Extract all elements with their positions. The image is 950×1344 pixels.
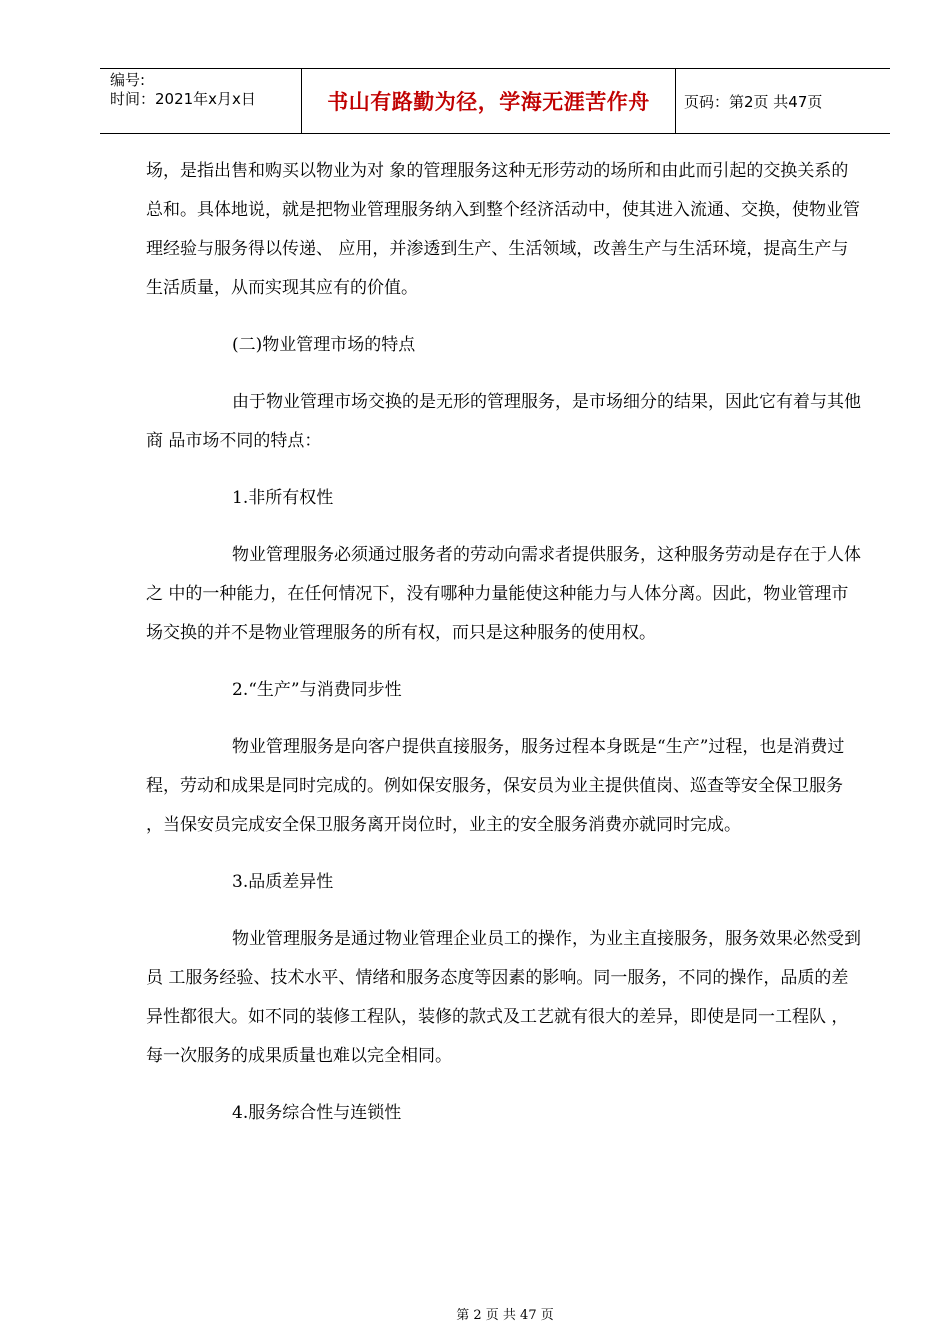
time-label: 时间：2021年x月x日: [110, 90, 256, 108]
heading-quality-variance: 3.品质差异性: [232, 872, 334, 892]
paragraph-features-intro: 由于物业管理市场交换的是无形的管理服务，是市场细分的结果，因此它有着与其他商 品市场不同的特点：: [146, 392, 861, 451]
heading-non-ownership: 1.非所有权性: [232, 488, 334, 508]
section-heading-market-features: (二)物业管理市场的特点: [232, 335, 416, 355]
header-page-info: 页码：第2页 共47页: [684, 92, 823, 111]
page-header: [100, 68, 890, 134]
paragraph-quality-variance: 物业管理服务是通过物业管理企业员工的操作，为业主直接服务，服务效果必然受到员 工服务经验、技术水平、情绪和服务态度等因素的影响。同一服务，不同的操作，品质的差异性都很大。如不同的装修工程队，装修的款式及工艺就有很大的差异，即使是同一工程队 ，每一次服务的成果质量也难以完全相同。: [146, 929, 861, 1066]
heading-comprehensive-service: 4.服务综合性与连锁性: [232, 1103, 402, 1123]
code-label: 编号:: [110, 71, 146, 89]
header-slogan: 书山有路勤为径，学海无涯苦作舟: [302, 69, 676, 133]
page-footer: 第 2 页 共 47 页: [456, 1308, 554, 1323]
paragraph-market-definition: 场，是指出售和购买以物业为对 象的管理服务这种无形劳动的场所和由此而引起的交换关系的总和。具体地说，就是把物业管理服务纳入到整个经济活动中，使其进入流通、交换，使物业管理经验与服务得以传递、 应用，并渗透到生产、生活领域，改善生产与生活环境，提高生产与生活质量，从而实现其应有的价值。: [146, 161, 860, 298]
header-meta: [100, 69, 302, 133]
paragraph-non-ownership: 物业管理服务必须通过服务者的劳动向需求者提供服务，这种服务劳动是存在于人体之 中的一种能力，在任何情况下，没有哪种力量能使这种能力与人体分离。因此，物业管理市场交换的并不是物业管理服务的所有权，而只是这种服务的使用权。: [146, 545, 861, 643]
heading-synchronicity: 2.“生产”与消费同步性: [232, 680, 402, 700]
paragraph-synchronicity: 物业管理服务是向客户提供直接服务，服务过程本身既是“生产”过程，也是消费过程，劳动和成果是同时完成的。例如保安服务，保安员为业主提供值岗、巡查等安全保卫服务 ，当保安员完成安全保卫服务离开岗位时，业主的安全服务消费亦就同时完成。: [146, 737, 845, 835]
document-body: [146, 152, 862, 1133]
